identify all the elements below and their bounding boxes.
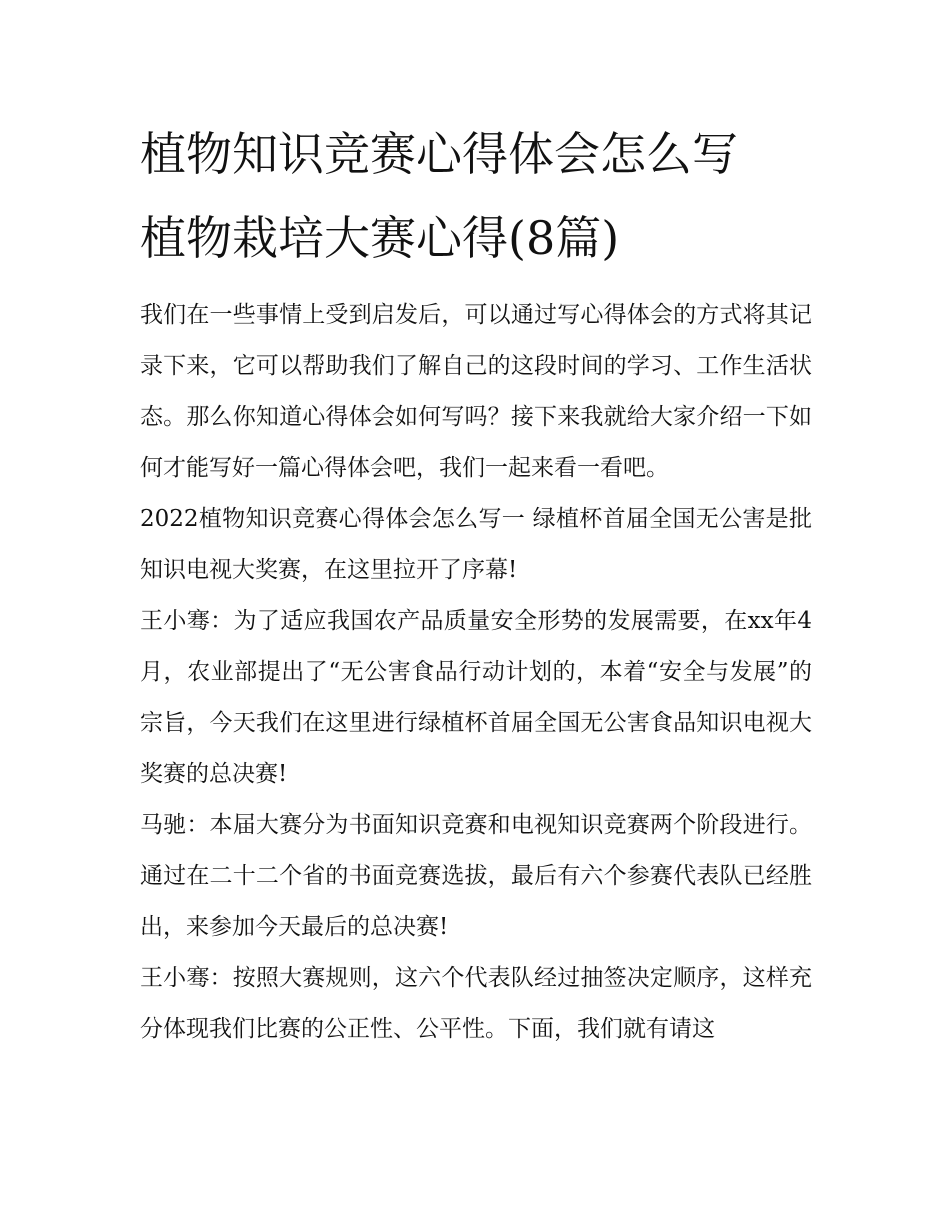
dialogue-paragraph: 马驰：本届大赛分为书面知识竞赛和电视知识竞赛两个阶段进行。通过在二十二个省的书面竞赛选拔，最后有六个参赛代表队已经胜出，来参加今天最后的总决赛! <box>140 812 812 940</box>
document-title <box>140 112 812 280</box>
title-line-1: 植物知识竞赛心得体会怎么写 <box>140 127 738 181</box>
document-page <box>140 112 812 1055</box>
section-heading-paragraph: 2022植物知识竞赛心得体会怎么写一 绿植杯首届全国无公害是批知识电视大奖赛，在这里拉开了序幕! <box>140 506 812 583</box>
dialogue-paragraph: 王小骞：为了适应我国农产品质量安全形势的发展需要，在xx年4月，农业部提出了“无公害食品行动计划的，本着“安全与发展”的宗旨，今天我们在这里进行绿植杯首届全国无公害食品知识电视大奖赛的总决赛! <box>140 608 812 787</box>
dialogue-paragraph: 王小骞：按照大赛规则，这六个代表队经过抽签决定顺序，这样充分体现我们比赛的公正性、公平性。下面，我们就有请这 <box>140 965 812 1042</box>
intro-paragraph: 我们在一些事情上受到启发后，可以通过写心得体会的方式将其记录下来，它可以帮助我们了解自己的这段时间的学习、工作生活状态。那么你知道心得体会如何写吗？接下来我就给大家介绍一下如何才能写好一篇心得体会吧，我们一起来看一看吧。 <box>140 302 812 481</box>
title-line-2: 植物栽培大赛心得(8篇) <box>140 211 620 265</box>
